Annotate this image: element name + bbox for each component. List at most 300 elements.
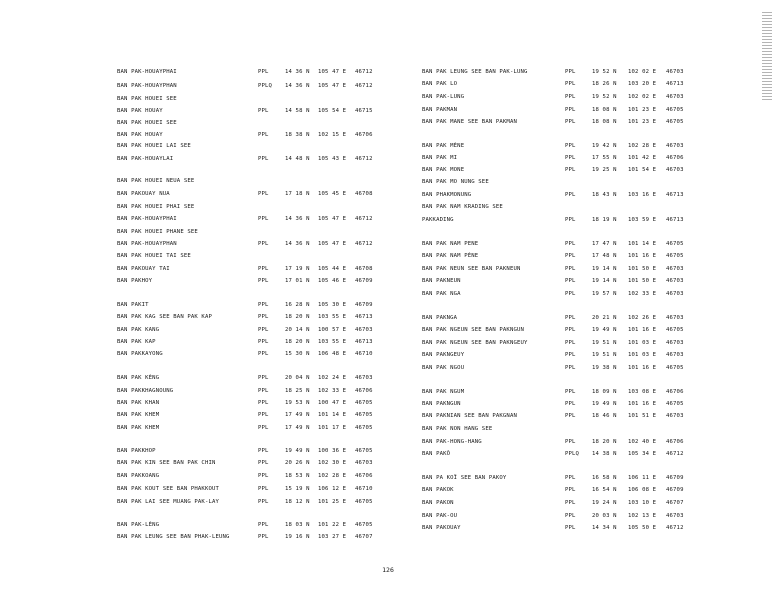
entry-map-reference: 46705 [355, 499, 373, 505]
entry-feature-class: PPL [258, 473, 269, 479]
entry-map-reference: 46705 [355, 522, 373, 528]
entry-longitude: 101 23 E [628, 107, 657, 113]
entry-latitude: 18 08 N [592, 119, 617, 125]
entry-longitude: 106 48 E [318, 351, 347, 357]
entry-name: BAN PAK NGUM [422, 389, 465, 395]
gazetteer-entry [0, 364, 776, 372]
entry-latitude: 18 09 N [592, 389, 617, 395]
entry-longitude: 102 40 E [628, 439, 657, 445]
entry-name: BAN PA KOÏ SEE BAN PAKOY [422, 475, 507, 481]
entry-feature-class: PPL [258, 412, 269, 418]
entry-feature-class: PPL [565, 119, 576, 125]
entry-name: BAN PAK-HOUAYPHAN [117, 83, 177, 89]
gazetteer-entry [0, 154, 776, 162]
gazetteer-entry [0, 191, 776, 199]
entry-longitude: 105 34 E [628, 451, 657, 457]
entry-name: BAN PAK NAM PENE [422, 241, 479, 247]
entry-feature-class: PPL [258, 351, 269, 357]
entry-map-reference: 46709 [355, 302, 373, 308]
entry-longitude: 102 24 E [318, 375, 347, 381]
entry-feature-class: PPLQ [258, 83, 273, 89]
entry-latitude: 14 58 N [285, 108, 310, 114]
gazetteer-entry [0, 240, 776, 248]
entry-name: BAN PAK-HOUAYLAI [117, 156, 174, 162]
entry-name: BAN PAKKHOP [117, 448, 156, 454]
entry-longitude: 101 50 E [628, 266, 657, 272]
entry-feature-class: PPL [258, 69, 269, 75]
gazetteer-entry [0, 499, 776, 507]
entry-latitude: 19 14 N [592, 266, 617, 272]
entry-name: BAN PAK LO [422, 81, 458, 87]
entry-feature-class: PPL [565, 365, 576, 371]
entry-longitude: 101 25 E [318, 499, 347, 505]
entry-map-reference: 46709 [355, 278, 373, 284]
entry-name: BAN PAKHOY [117, 278, 153, 284]
entry-name: BAN PAK KHAN [117, 400, 160, 406]
entry-longitude: 102 33 E [318, 388, 347, 394]
entry-map-reference: 46703 [666, 69, 684, 75]
entry-map-reference: 46703 [666, 352, 684, 358]
entry-map-reference: 46713 [355, 314, 373, 320]
gazetteer-entry [0, 290, 776, 298]
gazetteer-entry [0, 166, 776, 174]
entry-latitude: 19 14 N [592, 278, 617, 284]
entry-feature-class: PPL [258, 327, 269, 333]
entry-map-reference: 46703 [355, 375, 373, 381]
entry-name: BAN PAK KANG [117, 327, 160, 333]
entry-map-reference: 46703 [666, 167, 684, 173]
entry-name: BAN PAKKOANG [117, 473, 160, 479]
entry-map-reference: 46705 [666, 241, 684, 247]
entry-name: BAN PAK-HOUAYPHAI [117, 69, 177, 75]
entry-latitude: 19 25 N [592, 167, 617, 173]
entry-longitude: 100 47 E [318, 400, 347, 406]
entry-name: BAN PAKOK [422, 487, 454, 493]
entry-name: BAN PAK-LÈNG [117, 522, 160, 528]
entry-longitude: 101 16 E [628, 365, 657, 371]
entry-feature-class: PPL [565, 291, 576, 297]
entry-map-reference: 46713 [355, 339, 373, 345]
entry-longitude: 103 10 E [628, 500, 657, 506]
entry-feature-class: PPL [258, 425, 269, 431]
entry-longitude: 103 16 E [628, 192, 657, 198]
gazetteer-entry [0, 512, 776, 520]
entry-name: BAN PAK MANE SEE BAN PAKMAN [422, 119, 517, 125]
entry-name: BAN PAK-HOUAYPHAI [117, 216, 177, 222]
entry-name: BAN PAKKHAGNOUNG [117, 388, 174, 394]
entry-map-reference: 46712 [355, 156, 373, 162]
entry-latitude: 19 49 N [592, 401, 617, 407]
entry-latitude: 14 48 N [285, 156, 310, 162]
entry-name: BAN PAK HOUEI PHANE SEE [117, 229, 198, 235]
entry-name: BAN PAK KOUT SEE BAN PHAKKOUT [117, 486, 220, 492]
entry-map-reference: 46708 [355, 191, 373, 197]
gazetteer-entry [0, 131, 776, 139]
entry-latitude: 18 26 N [592, 81, 617, 87]
entry-feature-class: PPL [258, 400, 269, 406]
entry-name: BAN PAK HOUEI SEE [117, 96, 177, 102]
entry-feature-class: PPL [565, 513, 576, 519]
entry-map-reference: 46703 [666, 278, 684, 284]
entry-map-reference: 46712 [355, 83, 373, 89]
entry-latitude: 20 04 N [285, 375, 310, 381]
entry-longitude: 105 45 E [318, 191, 347, 197]
entry-name: BAN PAKNEUN [422, 278, 461, 284]
entry-feature-class: PPL [565, 389, 576, 395]
entry-name: BAN PAK LEUNG SEE BAN PHAK-LEUNG [117, 534, 230, 540]
entry-map-reference: 46712 [355, 241, 373, 247]
entry-feature-class: PPL [565, 327, 576, 333]
entry-feature-class: PPL [565, 266, 576, 272]
entry-longitude: 106 12 E [318, 486, 347, 492]
gazetteer-entry [0, 314, 776, 322]
entry-name: BAN PAKOUAY [422, 525, 461, 531]
entry-name: BAN PAK KAP [117, 339, 156, 345]
gazetteer-entry [0, 524, 776, 532]
entry-latitude: 19 52 N [592, 94, 617, 100]
entry-name: BAN PAK NON HANG SEE [422, 426, 493, 432]
gazetteer-entry [0, 486, 776, 494]
entry-longitude: 105 47 E [318, 69, 347, 75]
entry-feature-class: PPL [565, 107, 576, 113]
entry-feature-class: PPL [258, 266, 269, 272]
entry-map-reference: 46715 [355, 108, 373, 114]
entry-latitude: 14 36 N [285, 241, 310, 247]
entry-feature-class: PPL [565, 143, 576, 149]
entry-feature-class: PPL [565, 475, 576, 481]
entry-feature-class: PPL [258, 499, 269, 505]
entry-longitude: 105 47 E [318, 241, 347, 247]
entry-latitude: 18 53 N [285, 473, 310, 479]
entry-name: PAKKADING [422, 217, 454, 223]
entry-longitude: 102 02 E [628, 69, 657, 75]
entry-name: BAN PAK NAM KRADING SEE [422, 204, 503, 210]
entry-latitude: 18 43 N [592, 192, 617, 198]
entry-map-reference: 46706 [666, 439, 684, 445]
entry-feature-class: PPL [565, 487, 576, 493]
entry-map-reference: 46706 [666, 389, 684, 395]
entry-feature-class: PPL [258, 216, 269, 222]
entry-feature-class: PPL [565, 217, 576, 223]
entry-name: BAN PAKOUAY TAI [117, 266, 170, 272]
entry-map-reference: 46705 [666, 365, 684, 371]
entry-name: BAN PAK HOUEI PHAI SEE [117, 204, 195, 210]
entry-feature-class: PPL [258, 302, 269, 308]
entry-name: BAN PAKMAN [422, 107, 458, 113]
entry-name: BAN PAKNIAN SEE BAN PAKGNAN [422, 413, 517, 419]
entry-latitude: 18 46 N [592, 413, 617, 419]
entry-feature-class: PPL [258, 522, 269, 528]
entry-name: BAN PAK NGA [422, 291, 461, 297]
entry-map-reference: 46703 [666, 266, 684, 272]
entry-latitude: 18 20 N [285, 339, 310, 345]
entry-latitude: 18 12 N [285, 499, 310, 505]
entry-latitude: 17 49 N [285, 412, 310, 418]
entry-feature-class: PPL [565, 192, 576, 198]
entry-map-reference: 46703 [666, 94, 684, 100]
entry-latitude: 15 30 N [285, 351, 310, 357]
gazetteer-entry [0, 142, 776, 150]
entry-map-reference: 46706 [666, 155, 684, 161]
entry-name: BAN PAK HOUEI NEUA SEE [117, 178, 195, 184]
entry-latitude: 14 36 N [285, 216, 310, 222]
entry-longitude: 101 42 E [628, 155, 657, 161]
entry-latitude: 19 51 N [592, 352, 617, 358]
entry-longitude: 103 08 E [628, 389, 657, 395]
entry-latitude: 17 48 N [592, 253, 617, 259]
entry-latitude: 19 16 N [285, 534, 310, 540]
entry-map-reference: 46703 [355, 460, 373, 466]
entry-latitude: 18 03 N [285, 522, 310, 528]
entry-latitude: 16 54 N [592, 487, 617, 493]
entry-map-reference: 46712 [355, 69, 373, 75]
entry-feature-class: PPL [565, 315, 576, 321]
entry-longitude: 101 22 E [318, 522, 347, 528]
entry-feature-class: PPL [258, 375, 269, 381]
entry-latitude: 18 25 N [285, 388, 310, 394]
entry-feature-class: PPL [565, 439, 576, 445]
entry-name: BAN PAK-OU [422, 513, 458, 519]
entry-feature-class: PPL [565, 500, 576, 506]
entry-map-reference: 46705 [666, 401, 684, 407]
entry-name: BAN PAK NGOU [422, 365, 465, 371]
entry-longitude: 102 26 E [628, 315, 657, 321]
entry-feature-class: PPL [565, 340, 576, 346]
entry-longitude: 102 02 E [628, 94, 657, 100]
entry-feature-class: PPL [565, 352, 576, 358]
entry-latitude: 14 36 N [285, 83, 310, 89]
entry-latitude: 19 49 N [285, 448, 310, 454]
entry-latitude: 18 20 N [285, 314, 310, 320]
entry-map-reference: 46708 [355, 266, 373, 272]
page-number: 126 [382, 566, 394, 574]
entry-latitude: 20 14 N [285, 327, 310, 333]
entry-latitude: 16 28 N [285, 302, 310, 308]
entry-name: BAN PAKON [422, 500, 454, 506]
entry-longitude: 101 50 E [628, 278, 657, 284]
entry-latitude: 17 18 N [285, 191, 310, 197]
entry-feature-class: PPL [258, 132, 269, 138]
entry-longitude: 101 51 E [628, 413, 657, 419]
entry-map-reference: 46706 [355, 132, 373, 138]
entry-map-reference: 46703 [666, 513, 684, 519]
entry-feature-class: PPL [565, 413, 576, 419]
entry-latitude: 17 01 N [285, 278, 310, 284]
entry-longitude: 101 54 E [628, 167, 657, 173]
gazetteer-entry [0, 533, 776, 541]
entry-map-reference: 46705 [355, 412, 373, 418]
entry-name: BAN PAK HOUAY [117, 108, 163, 114]
entry-name: BAN PAK HOUEI SEE [117, 120, 177, 126]
entry-feature-class: PPL [565, 241, 576, 247]
gazetteer-entry [0, 388, 776, 396]
entry-latitude: 19 57 N [592, 291, 617, 297]
entry-latitude: 18 38 N [285, 132, 310, 138]
entry-feature-class: PPL [565, 278, 576, 284]
entry-latitude: 20 03 N [592, 513, 617, 519]
gazetteer-entry [0, 265, 776, 273]
entry-feature-class: PPL [565, 81, 576, 87]
entry-latitude: 14 38 N [592, 451, 617, 457]
entry-map-reference: 46712 [666, 525, 684, 531]
entry-name: BAN PAKIT [117, 302, 149, 308]
gazetteer-entry [0, 277, 776, 285]
entry-longitude: 103 55 E [318, 314, 347, 320]
entry-longitude: 102 28 E [628, 143, 657, 149]
entry-map-reference: 46709 [666, 487, 684, 493]
entry-name: BAN PAKKAYONG [117, 351, 163, 357]
gazetteer-entry [0, 438, 776, 446]
entry-longitude: 105 50 E [628, 525, 657, 531]
entry-name: BAN PAK NGEUN SEE BAN PAKNGEUY [422, 340, 528, 346]
entry-map-reference: 46710 [355, 351, 373, 357]
entry-name: BAN PAK MONE [422, 167, 465, 173]
entry-feature-class: PPL [565, 253, 576, 259]
entry-name: BAN PAK MÈNE [422, 143, 465, 149]
entry-longitude: 100 57 E [318, 327, 347, 333]
entry-longitude: 105 54 E [318, 108, 347, 114]
gazetteer-entry [0, 412, 776, 420]
entry-name: BAN PAK-HOUAYPHAN [117, 241, 177, 247]
entry-latitude: 18 19 N [592, 217, 617, 223]
entry-longitude: 102 13 E [628, 513, 657, 519]
entry-longitude: 106 08 E [628, 487, 657, 493]
entry-longitude: 101 03 E [628, 340, 657, 346]
entry-map-reference: 46706 [355, 388, 373, 394]
entry-longitude: 103 55 E [318, 339, 347, 345]
gazetteer-entry [0, 301, 776, 309]
entry-name: BAN PAK NGEUN SEE BAN PAKNGUN [422, 327, 525, 333]
gazetteer-entry [0, 203, 776, 211]
entry-map-reference: 46705 [666, 119, 684, 125]
entry-longitude: 102 28 E [318, 473, 347, 479]
entry-latitude: 17 19 N [285, 266, 310, 272]
entry-name: BAN PAKNGEUY [422, 352, 465, 358]
gazetteer-entry [0, 425, 776, 433]
entry-longitude: 105 44 E [318, 266, 347, 272]
gazetteer-entry [0, 374, 776, 382]
entry-feature-class: PPL [258, 156, 269, 162]
entry-latitude: 19 52 N [592, 69, 617, 75]
entry-longitude: 105 30 E [318, 302, 347, 308]
entry-name: BAN PHAKMONUNG [422, 192, 472, 198]
entry-name: BAN PAK KÈNG [117, 375, 160, 381]
entry-longitude: 101 17 E [318, 425, 347, 431]
entry-name: BAN PAK-HONG-HANG [422, 439, 482, 445]
entry-latitude: 20 26 N [285, 460, 310, 466]
entry-longitude: 101 16 E [628, 401, 657, 407]
entry-map-reference: 46705 [355, 425, 373, 431]
entry-name: BAN PAKNGUN [422, 401, 461, 407]
gazetteer-entry [0, 252, 776, 260]
entry-feature-class: PPL [565, 69, 576, 75]
entry-feature-class: PPL [258, 460, 269, 466]
entry-longitude: 103 27 E [318, 534, 347, 540]
entry-name: BAN PAK LEUNG SEE BAN PAK-LUNG [422, 69, 528, 75]
entry-latitude: 14 34 N [592, 525, 617, 531]
entry-feature-class: PPL [258, 241, 269, 247]
entry-name: BAN PAK HOUEI LAI SEE [117, 143, 191, 149]
entry-name: BAN PAK LAI SEE MUANG PAK-LAY [117, 499, 220, 505]
entry-longitude: 106 11 E [628, 475, 657, 481]
entry-latitude: 19 51 N [592, 340, 617, 346]
entry-feature-class: PPLQ [565, 451, 580, 457]
entry-name: BAN PAK MO NUNG SEE [422, 179, 489, 185]
entry-longitude: 101 16 E [628, 253, 657, 259]
entry-latitude: 19 49 N [592, 327, 617, 333]
entry-name: BAN PAKOUAY NUA [117, 191, 170, 197]
entry-longitude: 100 36 E [318, 448, 347, 454]
entry-latitude: 17 47 N [592, 241, 617, 247]
entry-map-reference: 46703 [666, 315, 684, 321]
entry-name: BAN PAK NEUN SEE BAN PAKNEUN [422, 266, 521, 272]
entry-name: BAN PAK NAM PÈNE [422, 253, 479, 259]
gazetteer-entry [0, 216, 776, 224]
gazetteer-entry [0, 68, 776, 76]
entry-map-reference: 46703 [355, 327, 373, 333]
entry-latitude: 17 49 N [285, 425, 310, 431]
gazetteer-entry [0, 118, 776, 126]
gazetteer-entry [0, 228, 776, 236]
entry-feature-class: PPL [258, 486, 269, 492]
entry-map-reference: 46713 [666, 192, 684, 198]
entry-latitude: 18 08 N [592, 107, 617, 113]
entry-map-reference: 46705 [666, 253, 684, 259]
gazetteer-entry [0, 339, 776, 347]
gazetteer-entry [0, 474, 776, 482]
entry-feature-class: PPL [258, 314, 269, 320]
entry-name: BAN PAK HOUEI TAI SEE [117, 253, 191, 259]
entry-feature-class: PPL [565, 155, 576, 161]
gazetteer-entry [0, 93, 776, 101]
entry-map-reference: 46705 [666, 107, 684, 113]
entry-map-reference: 46707 [666, 500, 684, 506]
entry-map-reference: 46703 [666, 413, 684, 419]
entry-longitude: 101 14 E [318, 412, 347, 418]
entry-feature-class: PPL [565, 525, 576, 531]
entry-longitude: 101 16 E [628, 327, 657, 333]
gazetteer-entry [0, 351, 776, 359]
entry-name: BAN PAKNGA [422, 315, 458, 321]
entry-latitude: 18 20 N [592, 439, 617, 445]
entry-feature-class: PPL [258, 339, 269, 345]
entry-map-reference: 46712 [666, 451, 684, 457]
entry-longitude: 103 20 E [628, 81, 657, 87]
entry-map-reference: 46706 [355, 473, 373, 479]
entry-latitude: 19 38 N [592, 365, 617, 371]
entry-map-reference: 46703 [666, 291, 684, 297]
entry-map-reference: 46705 [666, 327, 684, 333]
entry-feature-class: PPL [258, 278, 269, 284]
entry-name: BAN PAK KHEM [117, 412, 160, 418]
entry-feature-class: PPL [258, 448, 269, 454]
entry-feature-class: PPL [258, 388, 269, 394]
entry-map-reference: 46705 [355, 448, 373, 454]
entry-name: BAN PAK KHEM [117, 425, 160, 431]
entry-feature-class: PPL [258, 191, 269, 197]
gazetteer-entry [0, 80, 776, 88]
entry-longitude: 103 59 E [628, 217, 657, 223]
entry-map-reference: 46703 [666, 143, 684, 149]
entry-name: BAN PAK-LUNG [422, 94, 465, 100]
entry-feature-class: PPL [258, 108, 269, 114]
entry-map-reference: 46703 [666, 340, 684, 346]
entry-latitude: 16 58 N [592, 475, 617, 481]
entry-longitude: 101 23 E [628, 119, 657, 125]
entry-feature-class: PPL [258, 534, 269, 540]
entry-feature-class: PPL [565, 94, 576, 100]
entry-map-reference: 46712 [355, 216, 373, 222]
